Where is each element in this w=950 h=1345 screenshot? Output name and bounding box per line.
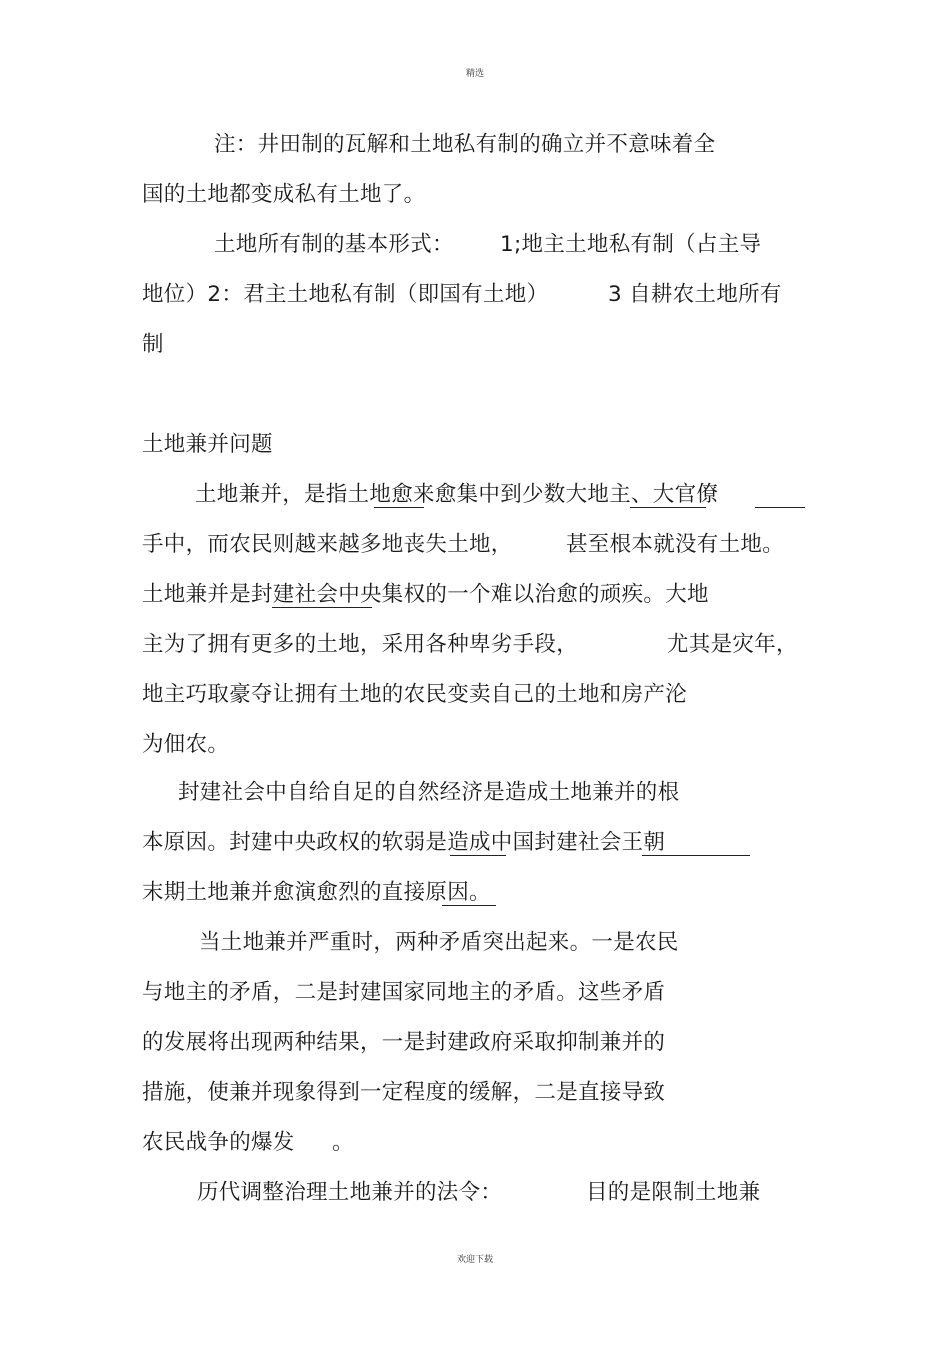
text-line: 本原因。封建中央政权的软弱是造成中国封建社会王朝 [142, 830, 666, 855]
text-line: 注：井田制的瓦解和土地私有制的确立并不意味着全 [214, 132, 716, 157]
text-line: 地主巧取豪夺让拥有土地的农民变卖自己的土地和房产沦 [142, 682, 688, 707]
text-line: 历代调整治理土地兼并的法令： [197, 1180, 503, 1205]
page-footer: 欢迎下载 [456, 1255, 493, 1265]
page-header: 精选 [465, 69, 484, 79]
text-line: 土地兼并是封建社会中央集权的一个难以治愈的顽疾。大地 [142, 582, 709, 607]
underline [374, 507, 424, 508]
text-line: 土地兼并，是指土地愈来愈集中到少数大地主、大官僚 [195, 482, 719, 507]
text-line: 甚至根本就没有土地。 [566, 532, 785, 557]
text-line: 尤其是灾年， [667, 632, 798, 657]
underline [450, 855, 506, 856]
text-line: 封建社会中自给自足的自然经济是造成土地兼并的根 [178, 780, 680, 805]
text-line: 当土地兼并严重时，两种矛盾突出起来。一是农民 [199, 930, 679, 955]
text-line: 土地所有制的基本形式： [214, 232, 454, 257]
text-line: 主为了拥有更多的土地，采用各种卑劣手段， [142, 632, 579, 657]
text-line: 与地主的矛盾，二是封建国家同地主的矛盾。这些矛盾 [142, 980, 666, 1005]
underline [442, 905, 496, 906]
text-line: 3 自耕农土地所有 [608, 282, 782, 307]
text-line: 1;地主土地私有制（占主导 [500, 232, 762, 257]
text-line: 地位）2：君主土地私有制（即国有土地） [142, 282, 549, 307]
text-line: 制 [142, 332, 164, 357]
text-line: 农民战争的爆发 [142, 1130, 295, 1155]
text-line: 。 [332, 1130, 354, 1155]
text-line: 国的土地都变成私有土地了。 [142, 182, 426, 207]
section-heading: 土地兼并问题 [142, 432, 273, 457]
text-line: 措施，使兼并现象得到一定程度的缓解，二是直接导致 [142, 1080, 666, 1105]
text-line: 手中，而农民则越来越多地丧失土地， [142, 532, 513, 557]
text-line: 目的是限制土地兼 [586, 1180, 761, 1205]
underline [642, 855, 750, 856]
underline [630, 507, 706, 508]
text-line: 为佃农。 [142, 732, 230, 757]
underline [755, 507, 805, 508]
underline [272, 607, 372, 608]
text-line: 的发展将出现两种结果，一是封建政府采取抑制兼并的 [142, 1030, 666, 1055]
text-line: 末期土地兼并愈演愈烈的直接原因。 [142, 880, 491, 905]
